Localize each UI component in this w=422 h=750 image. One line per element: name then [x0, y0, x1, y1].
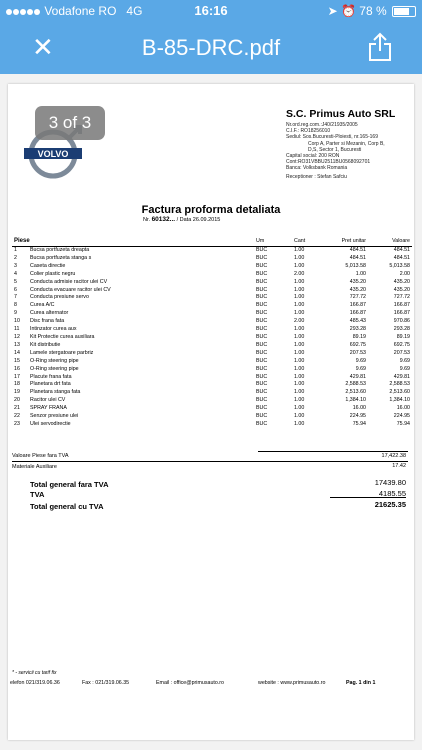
item-name: Disc frana fata	[30, 318, 65, 325]
table-row	[12, 381, 412, 389]
item-value: 9.69	[399, 365, 410, 372]
materiale-label: Materiale Auxiliare	[12, 464, 57, 470]
item-value: 16.00	[396, 405, 410, 412]
alarm-icon: ⏰	[341, 4, 356, 18]
item-qty: 1.00	[294, 373, 305, 380]
row-index: 11	[14, 326, 20, 333]
company-line: C.I.F.: RO18256010	[286, 128, 331, 135]
item-name: Caseta directie	[30, 262, 66, 269]
item-qty: 1.00	[294, 326, 305, 333]
item-qty: 1.00	[294, 389, 305, 396]
item-name: Intinzator curea aux	[30, 326, 77, 333]
table-row	[12, 255, 412, 263]
item-value: 5,013.58	[389, 262, 410, 269]
item-um: BUC	[256, 286, 268, 293]
item-name: Bucsa portfuzeta dreapta	[30, 247, 90, 253]
table-row	[12, 294, 412, 302]
item-unit-price: 293.28	[349, 326, 366, 333]
item-qty: 1.00	[294, 262, 305, 269]
table-row	[12, 334, 412, 342]
item-value: 484.51	[393, 247, 410, 253]
table-row	[12, 358, 412, 366]
table-row	[12, 366, 412, 374]
row-index: 23	[14, 420, 20, 427]
row-index: 9	[14, 310, 17, 317]
item-unit-price: 435.20	[349, 286, 366, 293]
company-line: Capital social: 200 RON	[286, 153, 340, 160]
table-row	[12, 318, 412, 326]
nav-bar	[0, 22, 422, 74]
item-value: 166.87	[393, 302, 410, 309]
item-value: 2,513.60	[389, 389, 410, 396]
item-value: 75.94	[396, 420, 410, 427]
tva-value: 4185.55	[378, 489, 406, 498]
items-table	[12, 234, 412, 429]
item-unit-price: 485.43	[349, 318, 366, 325]
row-index: 1	[14, 247, 17, 253]
item-unit-price: 16.00	[352, 405, 366, 412]
row-index: 3	[14, 262, 17, 269]
piese-label: Valoare Piese fara TVA	[12, 453, 69, 459]
item-um: BUC	[256, 270, 268, 277]
item-um: BUC	[256, 365, 268, 372]
item-name: Curea A/C	[30, 302, 55, 309]
table-row	[12, 279, 412, 287]
tva-rule	[330, 497, 406, 498]
company-name: S.C. Primus Auto SRL	[286, 108, 396, 120]
item-qty: 1.00	[294, 405, 305, 412]
item-um: BUC	[256, 333, 268, 340]
item-um: BUC	[256, 302, 268, 309]
item-unit-price: 9.69	[355, 365, 366, 372]
row-index: 5	[14, 278, 17, 285]
item-name: Colier plastic negru	[30, 270, 76, 277]
item-qty: 2.00	[294, 270, 305, 277]
row-index: 16	[14, 365, 20, 372]
row-index: 8	[14, 302, 17, 309]
item-value: 207.53	[393, 349, 410, 356]
item-value: 293.28	[393, 326, 410, 333]
item-qty: 2.00	[294, 318, 305, 325]
row-index: 17	[14, 373, 20, 380]
item-value: 692.75	[393, 341, 410, 348]
item-um: BUC	[256, 397, 268, 404]
item-qty: 1.00	[294, 397, 305, 404]
item-qty: 1.00	[294, 278, 305, 285]
row-index: 6	[14, 286, 17, 293]
row-index: 4	[14, 270, 17, 277]
item-um: BUC	[256, 357, 268, 364]
item-value: 727.72	[393, 294, 410, 301]
item-unit-price: 484.51	[349, 254, 366, 261]
item-value: 9.69	[399, 357, 410, 364]
item-qty: 1.00	[294, 420, 305, 427]
row-index: 19	[14, 389, 20, 396]
item-name: Bucsa portfuzeta stanga s	[30, 254, 92, 261]
item-value: 89.19	[396, 333, 410, 340]
item-qty: 1.00	[294, 254, 305, 261]
status-bar	[0, 0, 422, 22]
item-unit-price: 166.87	[349, 302, 366, 309]
table-row	[12, 287, 412, 295]
share-icon[interactable]	[368, 32, 392, 62]
item-value: 429.81	[393, 373, 410, 380]
table-row	[12, 421, 412, 429]
item-name: Planetara drt fata	[30, 381, 71, 388]
document-meta	[143, 216, 220, 223]
footer-website: website : www.primusauto.ro	[258, 680, 326, 686]
table-row	[12, 350, 412, 358]
row-index: 22	[14, 413, 20, 420]
item-name: Curea alternator	[30, 310, 69, 317]
table-row	[12, 389, 412, 397]
item-um: BUC	[256, 254, 268, 261]
item-um: BUC	[256, 262, 268, 269]
item-name: Conducta admisie racitor ulei CV	[30, 278, 108, 285]
item-name: SPRAY FRANA	[30, 405, 67, 412]
close-icon[interactable]: ✕	[32, 32, 54, 62]
status-time: 16:16	[194, 3, 228, 18]
item-qty: 1.00	[294, 286, 305, 293]
item-value: 970.86	[393, 318, 410, 325]
location-icon: ➤	[327, 4, 338, 18]
item-qty: 1.00	[294, 341, 305, 348]
item-name: Ulei servodirectie	[30, 420, 71, 427]
company-line: Banca: Volksbank Romania	[286, 165, 348, 172]
item-name: Conducta evacuare racitor ulei CV	[30, 286, 111, 293]
logo-text: VOLVO	[37, 149, 69, 159]
company-line: D,S, Sector 1, Bucuresti	[308, 146, 362, 153]
item-qty: 1.00	[294, 294, 305, 301]
item-unit-price: 5,013.58	[345, 262, 366, 269]
company-details	[286, 122, 385, 180]
item-qty: 1.00	[294, 381, 305, 388]
row-index: 18	[14, 381, 20, 388]
footer-phone: elefon 021/319.06.36	[10, 680, 60, 686]
item-qty: 1.00	[294, 357, 305, 364]
row-index: 14	[14, 349, 20, 356]
item-qty: 1.00	[294, 310, 305, 317]
row-index: 21	[14, 405, 20, 412]
total-cu-tva-value: 21625.35	[374, 500, 406, 509]
item-value: 435.20	[393, 278, 410, 285]
company-line: Cont:RO31VBBU2511BU0568092701	[286, 159, 371, 166]
item-um: BUC	[256, 413, 268, 420]
materiale-value: 17.42	[392, 463, 406, 469]
item-name: Conducta presiune servo	[30, 294, 89, 301]
item-name: Senzor presiune ulei	[30, 413, 79, 420]
item-value: 484.51	[393, 254, 410, 261]
company-line: Sediul: Sos.Bucuresti-Ploiesti, nr.165-169	[286, 134, 378, 141]
tva-label: TVA	[30, 490, 45, 499]
table-row	[12, 326, 412, 334]
item-um: BUC	[256, 405, 268, 412]
row-index: 7	[14, 294, 17, 301]
item-value: 1,384.10	[389, 397, 410, 404]
pdf-page[interactable]	[8, 84, 414, 740]
item-unit-price: 89.19	[352, 333, 366, 340]
item-um: BUC	[256, 318, 268, 325]
item-name: Kit Protectie curea auxiliara	[30, 333, 95, 340]
item-unit-price: 166.87	[349, 310, 366, 317]
item-unit-price: 1,384.10	[345, 397, 366, 404]
item-name: O-Ring steering pipe	[30, 365, 79, 372]
item-qty: 1.00	[294, 365, 305, 372]
item-qty: 1.00	[294, 333, 305, 340]
item-unit-price: 2,513.60	[345, 389, 366, 396]
document-filename: B-85-DRC.pdf	[141, 35, 281, 60]
item-value: 435.20	[393, 286, 410, 293]
item-unit-price: 692.75	[349, 341, 366, 348]
company-line: Nr.ord.reg.com.:J40/21935/2005	[286, 122, 358, 128]
row-index: 12	[14, 333, 20, 340]
status-right	[328, 4, 416, 18]
footer-email: Email : office@primusauto.ro	[156, 680, 224, 686]
nr-value: 60132...	[151, 216, 176, 223]
item-unit-price: 2,588.53	[345, 381, 366, 388]
total-fara-tva-label: Total general fara TVA	[30, 480, 109, 489]
network-type: 4G	[126, 4, 143, 18]
table-row	[12, 263, 412, 271]
item-name: Kit distributie	[30, 341, 61, 348]
total-fara-tva-value: 17439.80	[374, 478, 406, 487]
item-um: BUC	[256, 326, 268, 333]
table-row	[12, 247, 412, 255]
row-index: 10	[14, 318, 20, 325]
item-qty: 1.00	[294, 413, 305, 420]
table-row	[12, 397, 412, 405]
item-value: 2.00	[399, 270, 410, 277]
item-value: 224.95	[393, 413, 410, 420]
table-row	[12, 310, 412, 318]
piese-value: 17,422.38	[381, 453, 406, 459]
battery-percent: 78 %	[359, 4, 387, 18]
subtotal-rule	[258, 451, 408, 452]
nr-label: Nr.	[143, 217, 151, 223]
footnote: * - servicii cu tarif fix	[12, 670, 57, 676]
item-um: BUC	[256, 341, 268, 348]
item-value: 2,588.53	[389, 381, 410, 388]
item-um: BUC	[256, 389, 268, 396]
table-row	[12, 405, 412, 413]
table-header	[12, 234, 412, 247]
table-row	[12, 374, 412, 382]
table-row	[12, 342, 412, 350]
item-unit-price: 207.53	[349, 349, 366, 356]
row-index: 2	[14, 254, 17, 261]
col-header-um: Um	[254, 234, 292, 247]
item-value: 166.87	[393, 310, 410, 317]
item-unit-price: 484.51	[349, 247, 366, 253]
item-qty: 1.00	[294, 247, 305, 253]
item-name: Planetara stanga fata	[30, 389, 81, 396]
item-unit-price: 224.95	[349, 413, 366, 420]
footer-page: Pag. 1 din 1	[346, 680, 376, 686]
item-unit-price: 435.20	[349, 278, 366, 285]
row-index: 15	[14, 357, 20, 364]
item-name: Racitor ulei CV	[30, 397, 66, 404]
item-um: BUC	[256, 349, 268, 356]
col-header-valoare: Valoare	[368, 234, 412, 247]
item-um: BUC	[256, 278, 268, 285]
item-unit-price: 1.00	[355, 270, 366, 277]
item-qty: 1.00	[294, 302, 305, 309]
table-row	[12, 413, 412, 421]
total-cu-tva-label: Total general cu TVA	[30, 502, 104, 511]
table-row	[12, 302, 412, 310]
row-index: 20	[14, 397, 20, 404]
date-text: / Data 26.09.2015	[176, 217, 221, 223]
item-unit-price: 429.81	[349, 373, 366, 380]
col-header-cant: Cant	[292, 234, 322, 247]
company-line: Receptioner : Stefan Safciu	[286, 173, 347, 180]
item-unit-price: 727.72	[349, 294, 366, 301]
item-um: BUC	[256, 373, 268, 380]
item-um: BUC	[256, 310, 268, 317]
carrier-name: Vodafone RO	[44, 4, 117, 18]
item-name: Lamele stergatoare parbriz	[30, 349, 94, 356]
item-um: BUC	[256, 294, 268, 301]
item-um: BUC	[256, 420, 268, 427]
page-indicator: 3 of 3	[35, 106, 105, 140]
item-unit-price: 9.69	[355, 357, 366, 364]
item-name: O-Ring steering pipe	[30, 357, 79, 364]
item-um: BUC	[256, 381, 268, 388]
item-qty: 1.00	[294, 349, 305, 356]
summary-rule	[12, 461, 408, 462]
document-title: Factura proforma detaliata	[141, 204, 281, 216]
item-um: BUC	[256, 247, 268, 253]
item-unit-price: 75.94	[352, 420, 366, 427]
table-row	[12, 271, 412, 279]
item-name: Placute frana fata	[30, 373, 72, 380]
footer-fax: Fax : 021/319.06.35	[82, 680, 130, 686]
row-index: 13	[14, 341, 20, 348]
battery-icon	[392, 6, 416, 17]
col-header-name: Piese	[12, 234, 254, 247]
col-header-pret: Pret unitar	[322, 234, 368, 247]
company-line: Corp A, Parter si Mezanin, Corp B,	[308, 140, 385, 147]
